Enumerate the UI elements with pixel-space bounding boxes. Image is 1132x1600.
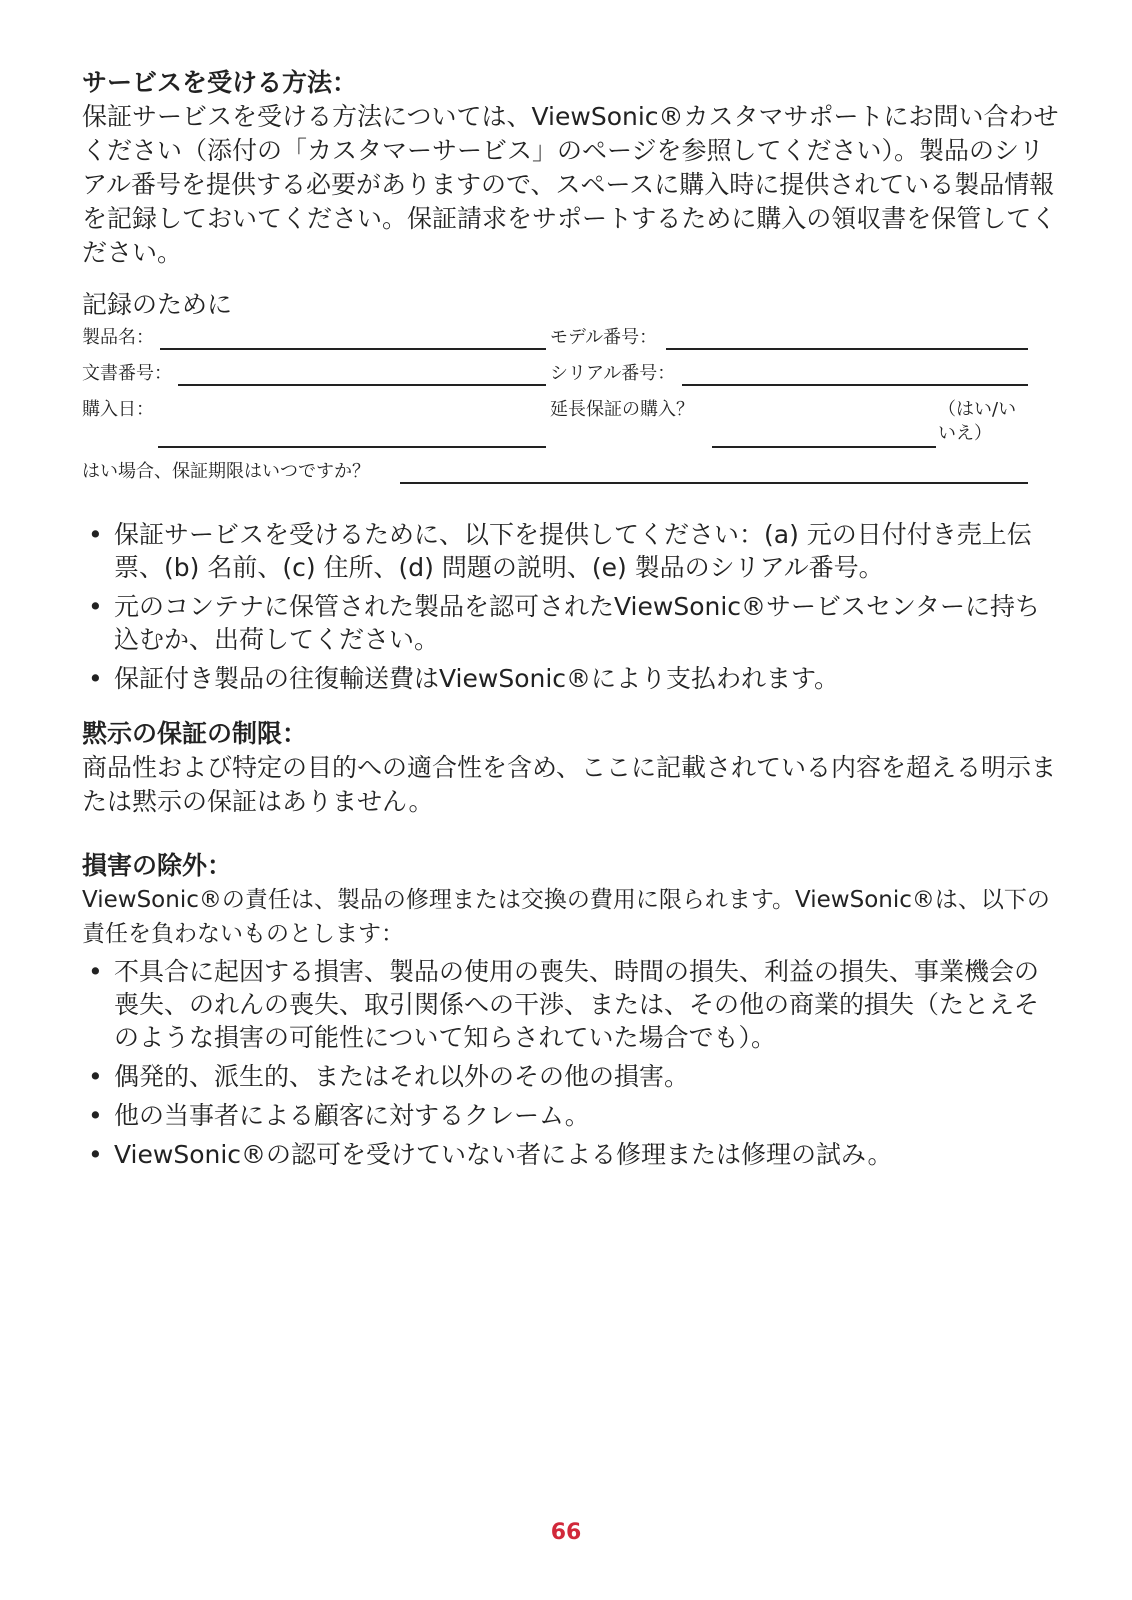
list-item: • 元のコンテナに保管された製品を認可されたViewSonic®サービスセンターに持ち込むか、出荷してください。 xyxy=(88,592,1041,654)
extended-warranty-line[interactable] xyxy=(712,446,936,448)
exclusion-heading: 損害の除外： xyxy=(82,851,233,880)
expiry-label: はい場合、保証期限はいつですか？ xyxy=(82,461,370,482)
exclusion-bullet-list xyxy=(82,955,1062,1171)
service-bullet-list xyxy=(82,518,1062,695)
exclusion-body: ViewSonic®の責任は、製品の修理または交換の費用に限られます。ViewSonic®は、以下の責任を負わないものとします： xyxy=(82,887,1050,947)
yes-no-label: （はい/いいえ） xyxy=(938,399,1017,444)
service-heading: サービスを受ける方法： xyxy=(82,68,358,97)
exclusion-section xyxy=(82,849,1062,1171)
product-name-label: 製品名： xyxy=(82,327,154,348)
serial-number-label: シリアル番号： xyxy=(550,363,676,384)
extended-warranty-label: 延長保証の購入？ xyxy=(550,399,694,420)
model-number-line[interactable] xyxy=(666,348,1028,350)
page-content xyxy=(82,66,1062,1177)
implied-body: 商品性および特定の目的への適合性を含め、ここに記載されている内容を超える明示または黙示の保証はありません。 xyxy=(82,753,1057,816)
record-row-3 xyxy=(82,398,1062,460)
record-row-4 xyxy=(82,460,1062,504)
purchase-date-label: 購入日： xyxy=(82,399,154,420)
bullet-dot: • xyxy=(88,1062,103,1091)
document-number-line[interactable] xyxy=(178,384,546,386)
list-item: • 偶発的、派生的、またはそれ以外のその他の損害。 xyxy=(88,1062,690,1091)
page-number: 66 xyxy=(550,1520,582,1545)
document-number-label: 文書番号： xyxy=(82,363,172,384)
record-row-1 xyxy=(82,326,1062,362)
bullet-dot: • xyxy=(88,592,103,621)
bullet-dot: • xyxy=(88,957,103,986)
purchase-date-line[interactable] xyxy=(158,446,546,448)
bullet-dot: • xyxy=(88,520,103,549)
list-item: • 保証付き製品の往復輸送費はViewSonic®により支払われます。 xyxy=(88,664,840,693)
bullet-dot: • xyxy=(88,664,103,693)
list-item: • 保証サービスを受けるために、以下を提供してください：(a) 元の日付付き売上伝票、(b) 名前、(c) 住所、(d) 問題の説明、(e) 製品のシリアル番号。 xyxy=(88,520,1032,582)
list-item: • 他の当事者による顧客に対するクレーム。 xyxy=(88,1101,590,1130)
expiry-line[interactable] xyxy=(400,482,1028,484)
record-row-2 xyxy=(82,362,1062,398)
model-number-label: モデル番号： xyxy=(550,327,658,348)
implied-warranty-section xyxy=(82,717,1062,819)
list-item: • ViewSonic®の認可を受けていない者による修理または修理の試み。 xyxy=(88,1140,893,1169)
bullet-dot: • xyxy=(88,1101,103,1130)
implied-heading: 黙示の保証の制限： xyxy=(82,719,308,748)
list-item: • 不具合に起因する損害、製品の使用の喪失、時間の損失、利益の損失、事業機会の喪失、のれんの喪失、取引関係への干渉、または、その他の商業的損失（たとえそのような損害の可能性について知らされていた場合でも）。 xyxy=(88,957,1040,1052)
product-name-line[interactable] xyxy=(160,348,546,350)
bullet-dot: • xyxy=(88,1140,103,1169)
serial-number-line[interactable] xyxy=(682,384,1028,386)
service-body: 保証サービスを受ける方法については、ViewSonic®カスタマサポートにお問い合わせください（添付の「カスタマーサービス」のページを参照してください）。製品のシリアル番号を提供する必要がありますので、スペースに購入時に提供されている製品情報を記録しておいてください。保証請求をサポートするために購入の領収書を保管してください。 xyxy=(82,102,1059,267)
record-title: 記録のために xyxy=(82,290,233,319)
